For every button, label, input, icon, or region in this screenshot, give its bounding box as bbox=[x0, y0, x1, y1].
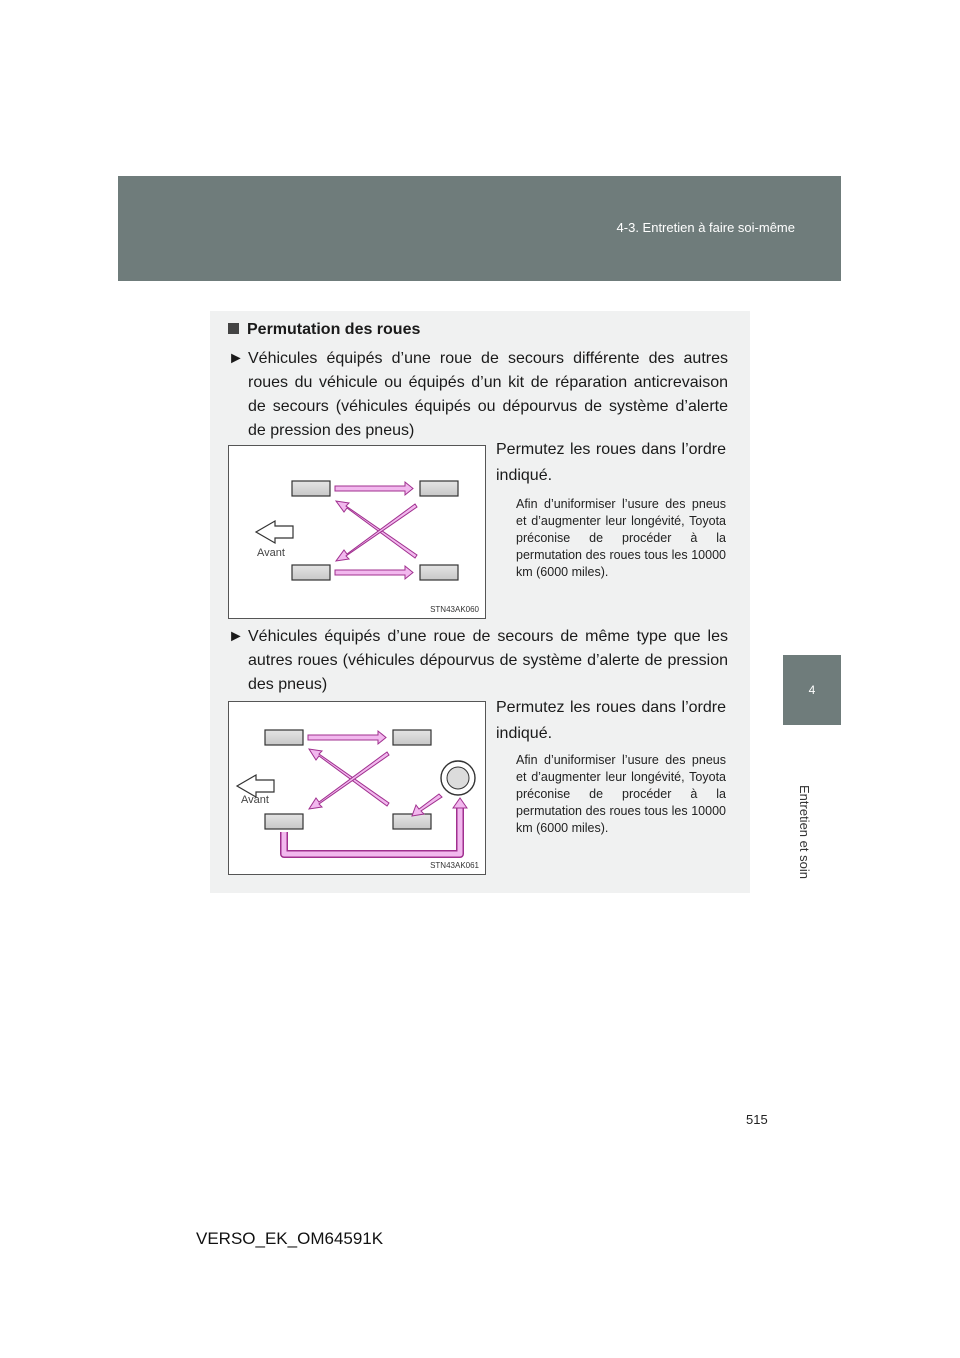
list-item-text: Véhicules équipés d’une roue de secours de même type que les autres roues (véhicules dépourvus de système d’alerte de pression des pneus) bbox=[248, 628, 728, 693]
content-panel bbox=[210, 311, 750, 893]
front-direction-arrow-icon bbox=[256, 521, 293, 543]
tire-rear-left bbox=[420, 481, 458, 496]
arrow-bottom bbox=[335, 566, 413, 579]
chapter-tab: 4 bbox=[783, 655, 841, 725]
arrow-diagonal-up bbox=[309, 749, 389, 806]
rotation-diagram-1 bbox=[228, 445, 486, 619]
section-title-text: Permutation des roues bbox=[247, 321, 421, 338]
note-text: Afin d’uniformiser l’usure des pneus et d’augmenter leur longévité, Toyota préconise de procéder à la permutation des roues tous les 10000 km (6000 miles). bbox=[516, 497, 726, 579]
page-number: 515 bbox=[746, 1112, 768, 1127]
rotation-diagram-svg bbox=[229, 702, 485, 874]
header-band bbox=[118, 176, 841, 281]
front-label: Avant bbox=[241, 794, 269, 806]
tire-front-left bbox=[292, 481, 330, 496]
arrow-diagonal-down bbox=[309, 752, 389, 809]
rotation-diagram-svg bbox=[229, 446, 485, 618]
arrow-top bbox=[308, 731, 386, 744]
figure-code: STN43AK061 bbox=[430, 861, 479, 870]
section-title bbox=[228, 321, 420, 339]
figure-code: STN43AK060 bbox=[430, 605, 479, 614]
note-text: Afin d’uniformiser l’usure des pneus et d’augmenter leur longévité, Toyota préconise de procéder à la permutation des roues tous les 10000 km (6000 miles). bbox=[516, 753, 726, 835]
instruction-text: Permutez les roues dans l’ordre indiqué. bbox=[496, 699, 726, 742]
header-title: 4-3. Entretien à faire soi-même bbox=[616, 220, 795, 235]
square-bullet-icon bbox=[228, 323, 239, 334]
arrow-diagonal-down bbox=[336, 504, 417, 561]
rotation-diagram-2 bbox=[228, 701, 486, 875]
tire-rear-left bbox=[393, 730, 431, 745]
triangle-bullet-icon: ► bbox=[228, 350, 244, 367]
arrow-u-return bbox=[284, 806, 460, 854]
triangle-bullet-icon: ► bbox=[228, 628, 244, 645]
list-item-2 bbox=[228, 625, 728, 697]
list-item-text: Véhicules équipés d’une roue de secours différente des autres roues du véhicule ou équipés d’un kit de réparation anticrevaison de secours (véhicules équipés ou dépourvus de système d’alerte de pression des pneus) bbox=[248, 350, 728, 439]
tire-front-left bbox=[265, 730, 303, 745]
tire-front-right bbox=[265, 814, 303, 829]
tire-rear-right bbox=[420, 565, 458, 580]
arrow-top bbox=[335, 482, 413, 495]
chapter-label: Entretien et soin bbox=[797, 785, 812, 879]
tire-front-right bbox=[292, 565, 330, 580]
arrow-spare-in bbox=[412, 794, 442, 816]
arrow-diagonal-up bbox=[336, 501, 417, 558]
instruction-text: Permutez les roues dans l’ordre indiqué. bbox=[496, 441, 726, 484]
front-label: Avant bbox=[257, 547, 285, 559]
footer-document-code: VERSO_EK_OM64591K bbox=[196, 1229, 384, 1248]
list-item-1 bbox=[228, 347, 728, 443]
